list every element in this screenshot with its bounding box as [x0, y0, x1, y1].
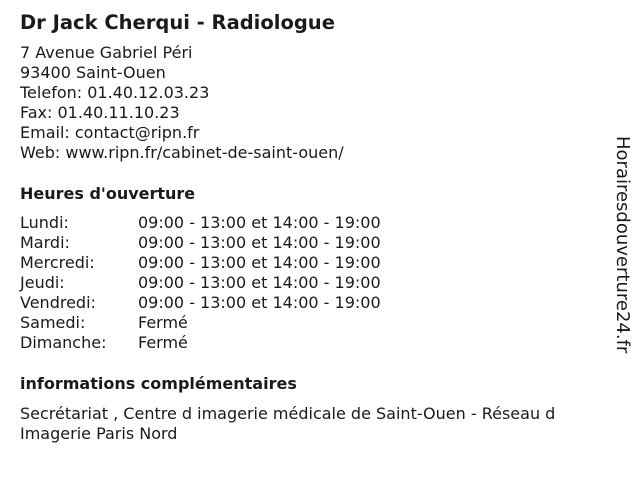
day-label: Mardi:: [20, 233, 70, 252]
site-watermark: Horairesdouverture24.fr: [612, 136, 633, 354]
opening-hours-heading: Heures d'ouverture: [20, 184, 196, 203]
day-label: Lundi:: [20, 213, 69, 232]
hours-row-monday: [20, 213, 381, 233]
address-line-city: 93400 Saint-Ouen: [20, 63, 166, 82]
hours-value: 09:00 - 13:00 et 14:00 - 19:00: [138, 273, 381, 292]
hours-row-thursday: [20, 273, 381, 293]
hours-value: Fermé: [138, 333, 188, 352]
opening-hours-table: [20, 213, 381, 353]
contact-block: [20, 43, 344, 163]
hours-row-sunday: [20, 333, 381, 353]
hours-value: 09:00 - 13:00 et 14:00 - 19:00: [138, 213, 381, 232]
hours-value: 09:00 - 13:00 et 14:00 - 19:00: [138, 253, 381, 272]
day-label: Mercredi:: [20, 253, 95, 272]
hours-row-wednesday: [20, 253, 381, 273]
hours-value: 09:00 - 13:00 et 14:00 - 19:00: [138, 293, 381, 312]
hours-row-saturday: [20, 313, 381, 333]
email-address: Email: contact@ripn.fr: [20, 123, 200, 142]
hours-value: 09:00 - 13:00 et 14:00 - 19:00: [138, 233, 381, 252]
address-line-street: 7 Avenue Gabriel Péri: [20, 43, 193, 62]
additional-info-heading: informations complémentaires: [20, 374, 297, 393]
hours-row-friday: [20, 293, 381, 313]
additional-info-text: Secrétariat , Centre d imagerie médicale de Saint-Ouen - Réseau d Imagerie Paris Nord: [20, 404, 556, 443]
hours-row-tuesday: [20, 233, 381, 253]
day-label: Samedi:: [20, 313, 86, 332]
website-url: Web: www.ripn.fr/cabinet-de-saint-ouen/: [20, 143, 344, 162]
day-label: Jeudi:: [20, 273, 65, 292]
page-title: Dr Jack Cherqui - Radiologue: [20, 11, 335, 34]
fax-number: Fax: 01.40.11.10.23: [20, 103, 180, 122]
day-label: Vendredi:: [20, 293, 96, 312]
phone-number: Telefon: 01.40.12.03.23: [20, 83, 210, 102]
hours-value: Fermé: [138, 313, 188, 332]
day-label: Dimanche:: [20, 333, 107, 352]
